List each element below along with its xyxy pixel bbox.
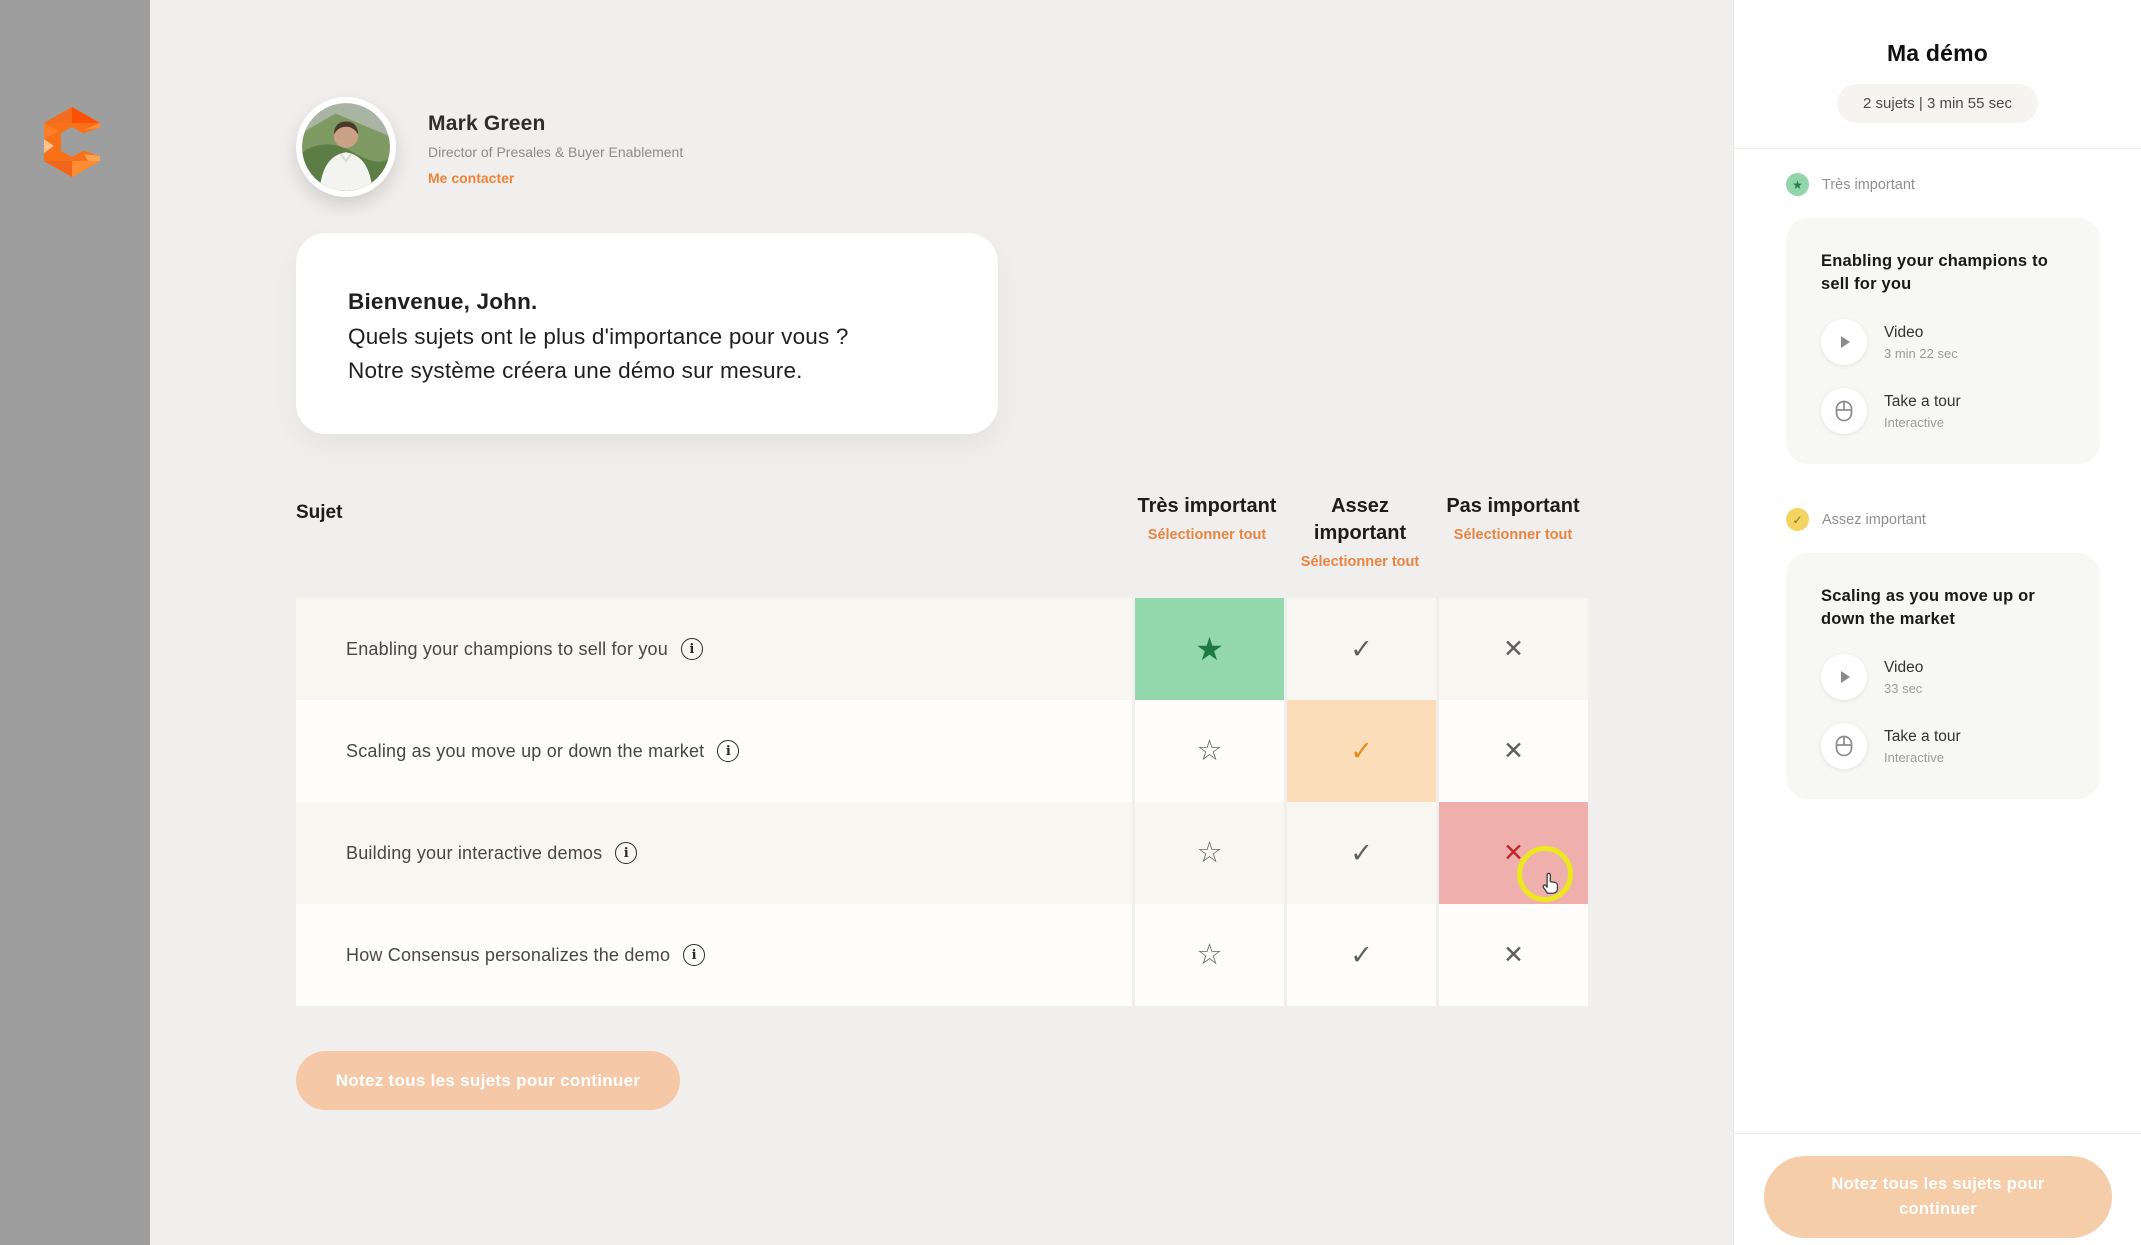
tour-item[interactable] bbox=[1821, 388, 2072, 434]
demo-card-title: Scaling as you move up or down the market bbox=[1821, 587, 2036, 628]
demo-card-title: Enabling your champions to sell for you bbox=[1821, 252, 2049, 293]
x-icon: ✕ bbox=[1503, 736, 1524, 765]
x-icon: ✕ bbox=[1503, 838, 1524, 867]
topic-label: How Consensus personalizes the demo i bbox=[296, 904, 1132, 1006]
topic-label: Building your interactive demos i bbox=[296, 802, 1132, 904]
demo-card bbox=[1786, 553, 2100, 799]
select-all-pas-important[interactable]: Sélectionner tout bbox=[1453, 527, 1573, 543]
topic-label: Scaling as you move up or down the market i bbox=[296, 700, 1132, 802]
presenter-job-title: Director of Presales & Buyer Enablement bbox=[428, 144, 684, 160]
rating-cell-assez-important[interactable] bbox=[1287, 598, 1436, 700]
star-badge-icon: ★ bbox=[1786, 173, 1809, 196]
select-all-assez-important[interactable]: Sélectionner tout bbox=[1300, 554, 1420, 570]
rating-cell-tres-important[interactable] bbox=[1135, 904, 1284, 1006]
section-tres-important bbox=[1786, 173, 2099, 464]
welcome-greeting: Bienvenue, John. bbox=[348, 289, 538, 314]
info-icon[interactable]: i bbox=[615, 842, 637, 864]
item-title: Video bbox=[1884, 658, 1924, 676]
presenter-photo bbox=[302, 103, 390, 191]
play-icon[interactable] bbox=[1821, 319, 1867, 365]
welcome-card bbox=[296, 233, 998, 434]
continue-button-disabled[interactable]: Notez tous les sujets pour continuer bbox=[296, 1051, 680, 1110]
column-tres-important bbox=[1132, 490, 1282, 570]
item-title: Video bbox=[1884, 323, 1924, 341]
star-outline-icon: ☆ bbox=[1196, 836, 1223, 869]
table-row bbox=[296, 700, 1588, 802]
check-icon: ✓ bbox=[1350, 633, 1373, 664]
item-subtitle: 33 sec bbox=[1884, 680, 1923, 696]
x-icon: ✕ bbox=[1503, 634, 1524, 663]
item-title: Take a tour bbox=[1884, 727, 1961, 745]
item-subtitle: 3 min 22 sec bbox=[1884, 345, 1958, 361]
topics-table-header bbox=[296, 490, 1588, 570]
info-icon[interactable]: i bbox=[683, 944, 705, 966]
rating-cell-tres-important[interactable] bbox=[1135, 598, 1284, 700]
video-item[interactable] bbox=[1821, 319, 2072, 365]
demo-card bbox=[1786, 218, 2100, 464]
column-label: Assez important bbox=[1313, 495, 1407, 544]
item-subtitle: Interactive bbox=[1884, 414, 1944, 430]
presenter-info bbox=[428, 112, 683, 188]
check-icon: ✓ bbox=[1350, 939, 1373, 970]
panel-footer bbox=[1734, 1133, 2141, 1245]
table-row bbox=[296, 598, 1588, 700]
welcome-question: Quels sujets ont le plus d'importance pour vous ? bbox=[348, 323, 849, 349]
rating-cell-pas-important[interactable] bbox=[1439, 802, 1588, 904]
rating-cell-pas-important[interactable] bbox=[1439, 904, 1588, 1006]
rating-cell-assez-important[interactable] bbox=[1287, 802, 1436, 904]
column-label: Pas important bbox=[1446, 495, 1580, 517]
topic-label: Enabling your champions to sell for you i bbox=[296, 598, 1132, 700]
rating-cell-tres-important[interactable] bbox=[1135, 700, 1284, 802]
presenter-name: Mark Green bbox=[428, 112, 546, 135]
demo-summary-badge: 2 sujets | 3 min 55 sec bbox=[1837, 84, 2038, 123]
item-subtitle: Interactive bbox=[1884, 749, 1944, 765]
column-assez-important bbox=[1285, 490, 1435, 570]
item-title: Take a tour bbox=[1884, 392, 1961, 410]
check-icon: ✓ bbox=[1350, 837, 1373, 868]
table-row bbox=[296, 802, 1588, 904]
rating-cell-pas-important[interactable] bbox=[1439, 598, 1588, 700]
section-assez-important bbox=[1786, 508, 2099, 799]
rating-cell-tres-important[interactable] bbox=[1135, 802, 1284, 904]
info-icon[interactable]: i bbox=[681, 638, 703, 660]
presenter-avatar bbox=[296, 97, 396, 197]
check-icon: ✓ bbox=[1350, 735, 1373, 766]
section-label: Assez important bbox=[1822, 511, 1926, 528]
panel-continue-button-disabled[interactable]: Notez tous les sujets pour continuer bbox=[1764, 1156, 2112, 1238]
consensus-logo bbox=[40, 104, 104, 180]
video-item[interactable] bbox=[1821, 654, 2072, 700]
left-rail bbox=[0, 0, 150, 1245]
tour-item[interactable] bbox=[1821, 723, 2072, 769]
column-pas-important bbox=[1438, 490, 1588, 570]
column-label: Très important bbox=[1137, 495, 1277, 517]
section-label: Très important bbox=[1822, 176, 1915, 193]
subject-column-header: Sujet bbox=[296, 502, 343, 523]
rating-cell-pas-important[interactable] bbox=[1439, 700, 1588, 802]
select-all-tres-important[interactable]: Sélectionner tout bbox=[1147, 527, 1267, 543]
check-badge-icon: ✓ bbox=[1786, 508, 1809, 531]
demo-panel bbox=[1733, 0, 2141, 1245]
mouse-icon[interactable] bbox=[1821, 388, 1867, 434]
info-icon[interactable]: i bbox=[717, 740, 739, 762]
mouse-icon[interactable] bbox=[1821, 723, 1867, 769]
rating-cell-assez-important[interactable] bbox=[1287, 700, 1436, 802]
demo-panel-title: Ma démo bbox=[1886, 40, 1989, 66]
star-filled-icon: ★ bbox=[1195, 631, 1224, 667]
x-icon: ✕ bbox=[1503, 940, 1524, 969]
panel-divider bbox=[1734, 148, 2141, 149]
star-outline-icon: ☆ bbox=[1196, 938, 1223, 971]
rating-cell-assez-important[interactable] bbox=[1287, 904, 1436, 1006]
star-outline-icon: ☆ bbox=[1196, 734, 1223, 767]
play-icon[interactable] bbox=[1821, 654, 1867, 700]
table-row bbox=[296, 904, 1588, 1006]
contact-link[interactable]: Me contacter bbox=[428, 170, 515, 186]
welcome-subtitle: Notre système créera une démo sur mesure. bbox=[348, 358, 803, 383]
topics-table bbox=[296, 598, 1588, 1006]
